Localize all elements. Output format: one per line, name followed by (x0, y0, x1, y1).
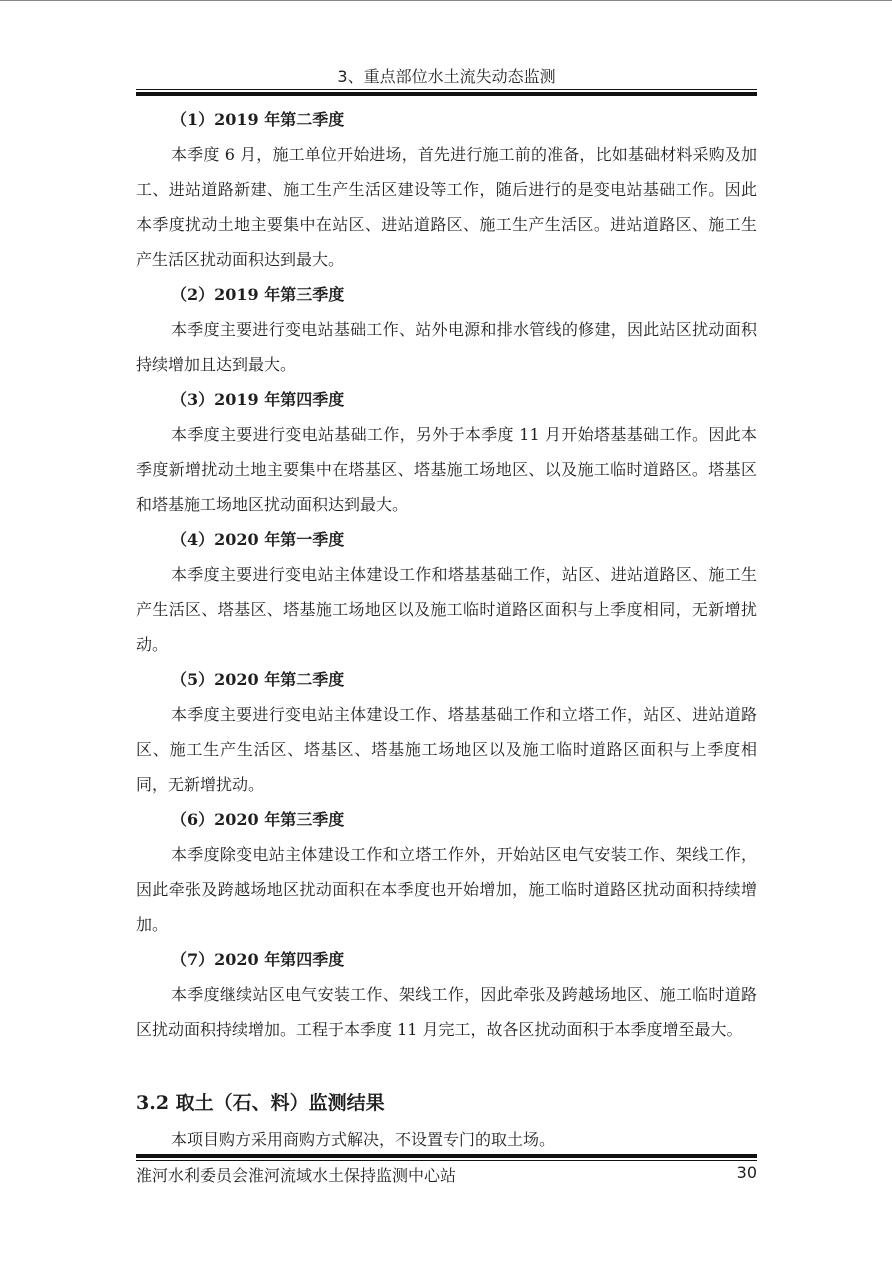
quarter-heading: （1）2019 年第二季度 (171, 110, 345, 129)
quarter-heading: （6）2020 年第三季度 (171, 810, 345, 829)
quarter-block (136, 382, 757, 522)
quarter-heading: （2）2019 年第三季度 (171, 285, 345, 304)
page-footer (136, 1163, 757, 1186)
quarter-paragraph: 本季度 6 月，施工单位开始进场，首先进行施工前的准备，比如基础材料采购及加工、进站道路新建、施工生产生活区建设等工作，随后进行的是变电站基础工作。因此本季度扰动土地主要集中在站区、进站道路区、施工生产生活区。进站道路区、施工生产生活区扰动面积达到最大。 (136, 145, 757, 269)
footer-organization: 淮河水利委员会淮河流域水土保持监测中心站 (136, 1166, 457, 1185)
header-rule-thick (136, 92, 757, 96)
page-top-edge (0, 0, 892, 1)
quarter-heading: （7）2020 年第四季度 (171, 950, 345, 969)
quarter-paragraph: 本季度除变电站主体建设工作和立塔工作外，开始站区电气安装工作、架线工作，因此牵张及跨越场地区扰动面积在本季度也开始增加，施工临时道路区扰动面积持续增加。 (136, 845, 757, 934)
quarter-paragraph: 本季度继续站区电气安装工作、架线工作，因此牵张及跨越场地区、施工临时道路区扰动面积持续增加。工程于本季度 11 月完工，故各区扰动面积于本季度增至最大。 (136, 985, 757, 1039)
footer-rule-thin (136, 1160, 757, 1161)
quarter-paragraph: 本季度主要进行变电站主体建设工作、塔基基础工作和立塔工作，站区、进站道路区、施工生产生活区、塔基区、塔基施工场地区以及施工临时道路区面积与上季度相同，无新增扰动。 (136, 705, 757, 794)
page-number: 30 (736, 1163, 757, 1182)
quarter-paragraph: 本季度主要进行变电站基础工作、站外电源和排水管线的修建，因此站区扰动面积持续增加且达到最大。 (136, 320, 757, 374)
quarter-block (136, 942, 757, 1047)
document-body (136, 102, 757, 1047)
section-paragraph: 本项目购方采用商购方式解决，不设置专门的取土场。 (171, 1130, 556, 1149)
quarter-paragraph: 本季度主要进行变电站主体建设工作和塔基基础工作，站区、进站道路区、施工生产生活区、塔基区、塔基施工场地区以及施工临时道路区面积与上季度相同，无新增扰动。 (136, 565, 757, 654)
quarter-heading: （4）2020 年第一季度 (171, 530, 345, 549)
quarter-paragraph: 本季度主要进行变电站基础工作，另外于本季度 11 月开始塔基基础工作。因此本季度新增扰动土地主要集中在塔基区、塔基施工场地区、以及施工临时道路区。塔基区和塔基施工场地区扰动面积达到最大。 (136, 425, 757, 514)
quarter-block (136, 522, 757, 662)
quarter-block (136, 277, 757, 382)
header-rule-thin (136, 89, 757, 90)
quarter-block (136, 102, 757, 277)
quarter-heading: （5）2020 年第二季度 (171, 670, 345, 689)
running-header: 3、重点部位水土流失动态监测 (337, 67, 556, 86)
quarter-block (136, 802, 757, 942)
section-heading: 3.2 取土（石、料）监测结果 (136, 1092, 385, 1114)
footer-rule-thick (136, 1154, 757, 1158)
quarter-heading: （3）2019 年第四季度 (171, 390, 345, 409)
quarter-block (136, 662, 757, 802)
